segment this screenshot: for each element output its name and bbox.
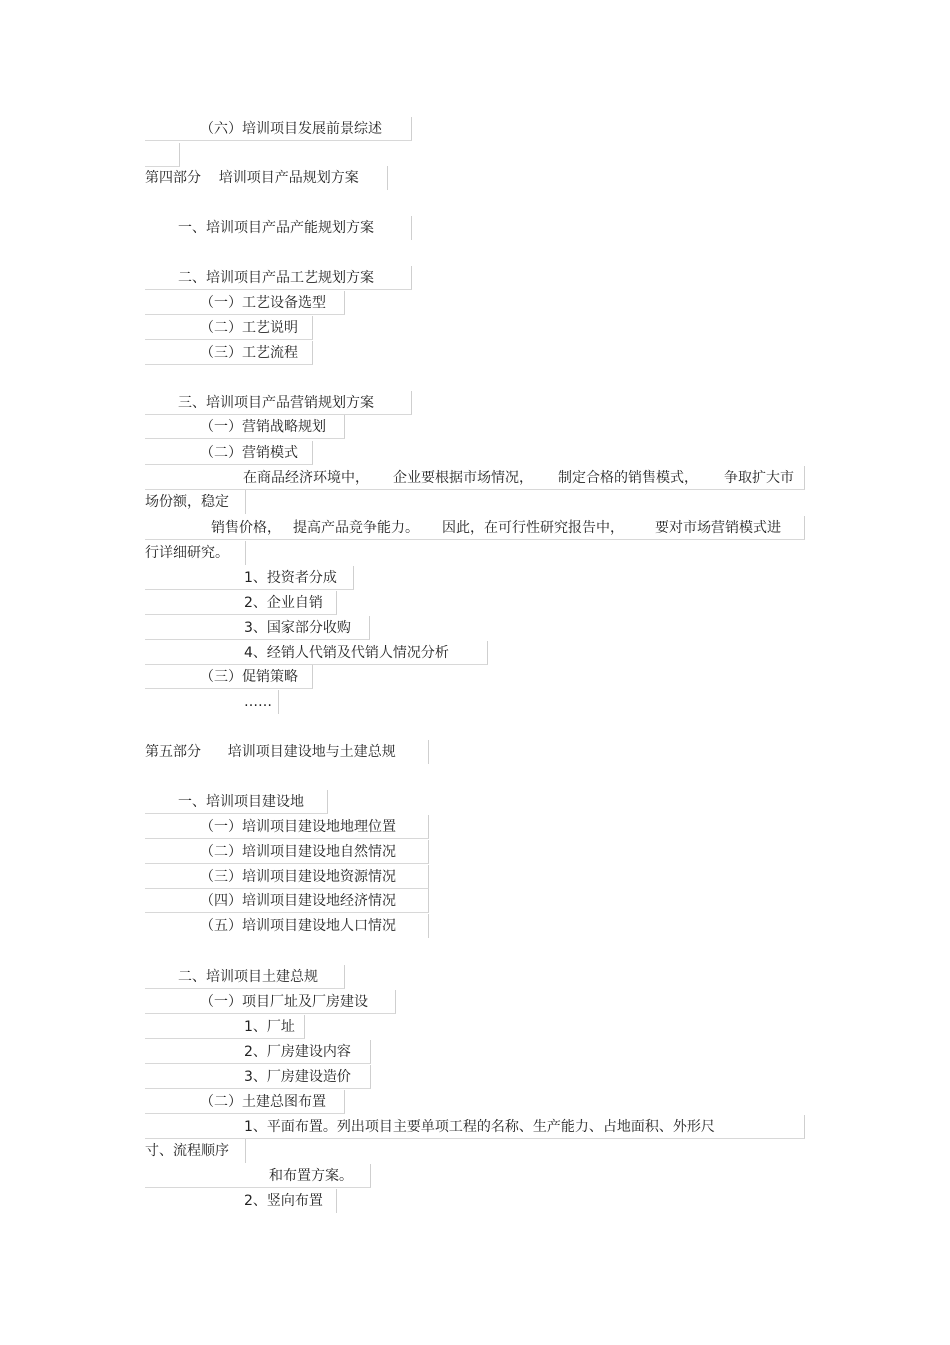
list-item: 2、竖向布置 (145, 1189, 337, 1213)
list-item: 3、国家部分收购 (145, 616, 370, 640)
outline-item: （二）培训项目建设地自然情况 (145, 840, 429, 864)
section-heading: 一、培训项目产品产能规划方案 (145, 216, 412, 240)
outline-item: （一）营销战略规划 (145, 415, 345, 439)
list-item: 4、经销人代销及代销人情况分析 (145, 641, 488, 665)
section-heading: 二、培训项目土建总规 (145, 965, 345, 989)
outline-item: （五）培训项目建设地人口情况 (145, 914, 429, 938)
list-item: 2、厂房建设内容 (145, 1040, 371, 1064)
paragraph-line: 寸、流程顺序 (145, 1139, 246, 1163)
outline-item: （三）促销策略 (145, 665, 313, 689)
outline-item: （一）培训项目建设地地理位置 (145, 815, 429, 839)
outline-item: （三）工艺流程 (145, 341, 313, 365)
paragraph-line: 在商品经济环境中， 企业要根据市场情况， 制定合格的销售模式， 争取扩大市 (145, 466, 805, 490)
paragraph-line: 场份额，稳定 (145, 490, 246, 514)
outline-item: （二）工艺说明 (145, 316, 313, 340)
outline-item: （六）培训项目发展前景综述 (145, 117, 412, 141)
outline-item: （一）项目厂址及厂房建设 (145, 990, 396, 1014)
outline-item: （二）土建总图布置 (145, 1090, 345, 1114)
paragraph-line: 销售价格， 提高产品竞争能力。 因此，在可行性研究报告中， 要对市场营销模式进 (145, 516, 805, 540)
paragraph-line: 1、平面布置。列出项目主要单项工程的名称、生产能力、占地面积、外形尺 (145, 1115, 805, 1139)
part-heading: 第五部分 培训项目建设地与土建总规 (145, 740, 429, 764)
list-item: 2、企业自销 (145, 591, 337, 615)
paragraph-line: 行详细研究。 (145, 541, 246, 565)
list-item: 1、投资者分成 (145, 566, 354, 590)
empty-cell (145, 143, 180, 167)
outline-item: （三）培训项目建设地资源情况 (145, 865, 429, 889)
part-heading: 第四部分 培训项目产品规划方案 (145, 166, 388, 190)
outline-item: （四）培训项目建设地经济情况 (145, 889, 429, 913)
list-item: 1、厂址 (145, 1015, 305, 1039)
ellipsis: …… (145, 690, 279, 714)
outline-item: （一）工艺设备选型 (145, 291, 345, 315)
list-item: 3、厂房建设造价 (145, 1065, 371, 1089)
section-heading: 三、培训项目产品营销规划方案 (145, 391, 412, 415)
outline-item: （二）营销模式 (145, 441, 313, 465)
section-heading: 一、培训项目建设地 (145, 790, 328, 814)
section-heading: 二、培训项目产品工艺规划方案 (145, 266, 412, 290)
paragraph-line: 和布置方案。 (145, 1164, 371, 1188)
